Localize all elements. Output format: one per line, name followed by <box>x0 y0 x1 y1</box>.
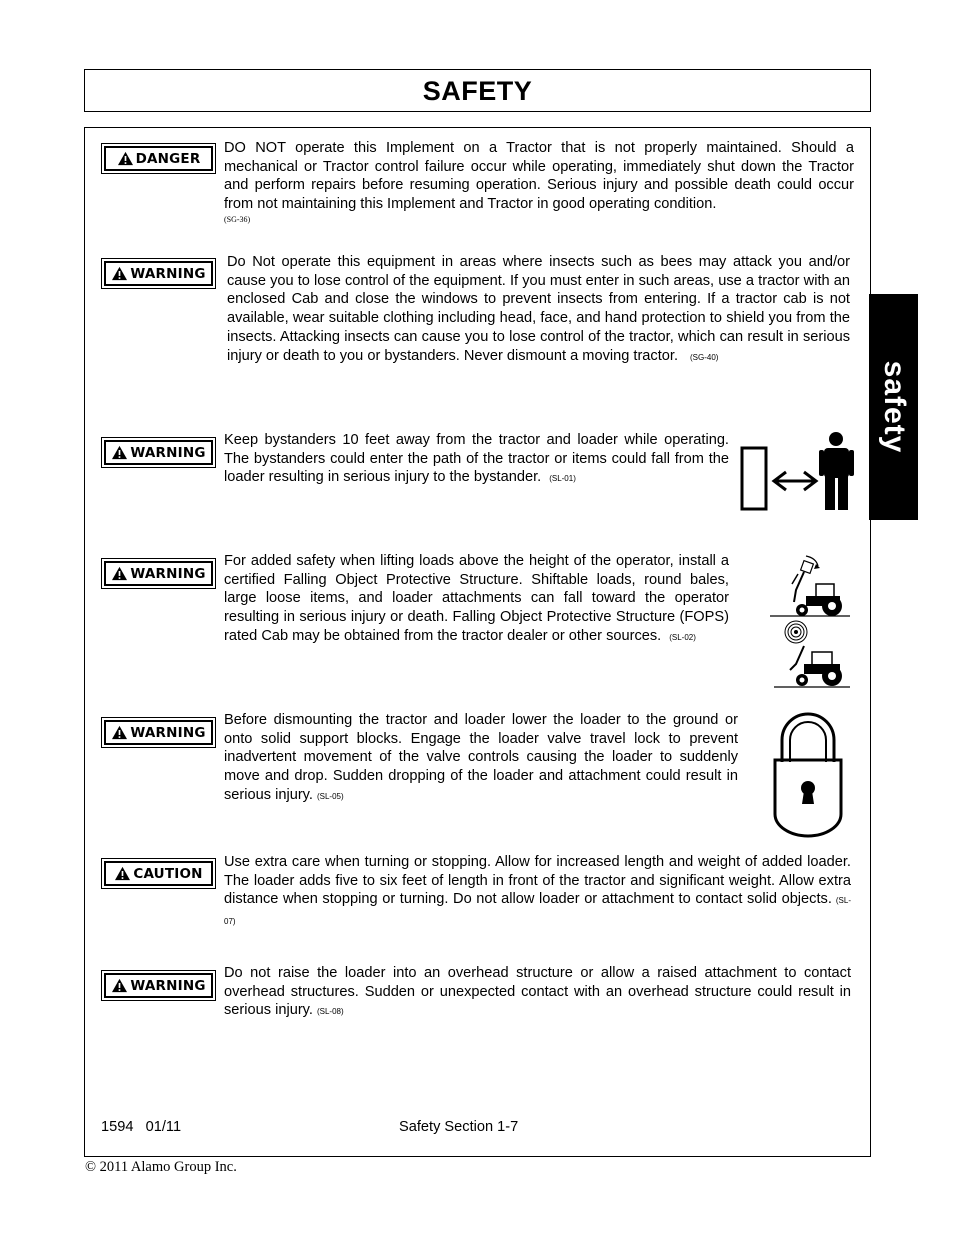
message-text: Use extra care when turning or stopping. Allow for increased length and weight of added loader. The loader adds five to six feet of length in front of the tractor and significant weight. Allow extra distance when stopping or turning. Do not allow loader or attachment to contact solid objects. <box>224 854 851 908</box>
danger-badge-label: DANGER <box>135 150 201 167</box>
side-tab-label: safety <box>877 360 911 454</box>
warning-triangle-icon <box>114 866 131 881</box>
warning-triangle-icon <box>111 445 128 460</box>
message-code: (SL-02) <box>669 632 696 642</box>
warning-triangle-icon <box>111 566 128 581</box>
message-text: Do not raise the loader into an overhead structure or allow a raised attachment to contact overhead structures. Sudden or unexpected contact with an overhead structure could result in serious injury. <box>224 965 851 1019</box>
caution-badge-label: CAUTION <box>133 865 203 882</box>
caution-badge <box>101 858 216 889</box>
warning-badge-label: WARNING <box>130 265 206 282</box>
safety-message-sl08 <box>224 964 851 1022</box>
warning-badge-label: WARNING <box>130 724 206 741</box>
bystander-distance-icon <box>738 430 858 512</box>
section-side-tab <box>869 294 918 520</box>
safety-message-sl01 <box>224 431 729 489</box>
danger-badge <box>101 143 216 174</box>
message-text: Do Not operate this equipment in areas where insects such as bees may attack you and/or cause you to lose control of the equipment. If you must enter in such areas, use a tractor with an enclosed Cab and close the windows to prevent insects from entering. If a tractor cab is not available, wear suitable clothing including head, face, and hand protection to shield you from the insects. Attacking insects can cause you to lose control of the tractor, which can result in serious injury or death to you or bystanders. Never dismount a moving tractor. <box>227 254 850 364</box>
warning-badge <box>101 558 216 589</box>
message-code: (SL-05) <box>316 791 344 801</box>
safety-message-sl02 <box>224 552 729 648</box>
message-code: (SG-40) <box>690 352 719 362</box>
safety-message-sg40 <box>227 253 850 367</box>
footer-doc-number: 1594 01/11 <box>101 1119 182 1135</box>
warning-triangle-icon <box>111 266 128 281</box>
message-text: For added safety when lifting loads above the height of the operator, install a certified Falling Object Protective Structure. Shiftable loads, round bales, large loose items, and loader attachments can fall toward the operator resulting in serious injury or death. Falling Object Protective Structure (FOPS) rated Cab may be obtained from the tractor dealer or other sources. <box>224 553 729 644</box>
footer-section: Safety Section 1-7 <box>399 1119 519 1135</box>
warning-badge <box>101 437 216 468</box>
message-code: (SL-01) <box>549 474 576 484</box>
message-text: DO NOT operate this Implement on a Tractor that is not properly maintained. Should a mechanical or Tractor control failure occur while operating, immediately shut down the Tractor and perform repairs before resuming operation. Serious injury and possible death could occur from not maintaining this Implement and Tractor in good operating condition. <box>224 140 854 213</box>
message-code: (SG-36) <box>224 214 251 224</box>
warning-triangle-icon <box>111 725 128 740</box>
warning-badge <box>101 717 216 748</box>
warning-badge-label: WARNING <box>130 977 206 994</box>
warning-badge-label: WARNING <box>130 444 206 461</box>
footer-copyright: © 2011 Alamo Group Inc. <box>85 1159 237 1175</box>
page-title: SAFETY <box>422 76 533 106</box>
safety-message-sg36 <box>224 139 854 226</box>
message-text: Before dismounting the tractor and loader lower the loader to the ground or onto solid support blocks. Engage the loader valve travel lock to prevent inadvertent movement of the valve controls causing the loader to suddenly move and drop. Sudden dropping of the loader and attachment could result in serious injury. <box>224 712 738 803</box>
message-code: (SL-08) <box>316 1007 344 1017</box>
warning-triangle-icon <box>111 978 128 993</box>
safety-message-sl07 <box>224 853 851 932</box>
safety-message-sl05 <box>224 711 738 807</box>
warning-badge <box>101 970 216 1001</box>
warning-badge <box>101 258 216 289</box>
falling-object-tractor-icon <box>766 550 854 690</box>
message-code: (SL-07) <box>224 896 851 927</box>
page-header <box>84 69 871 112</box>
message-text: Keep bystanders 10 feet away from the tractor and loader while operating. The bystanders could enter the path of the tractor or items could fall from the loader resulting in serious injury to the bystander. <box>224 432 729 486</box>
padlock-icon <box>772 708 844 840</box>
warning-triangle-icon <box>117 151 134 166</box>
warning-badge-label: WARNING <box>130 565 206 582</box>
